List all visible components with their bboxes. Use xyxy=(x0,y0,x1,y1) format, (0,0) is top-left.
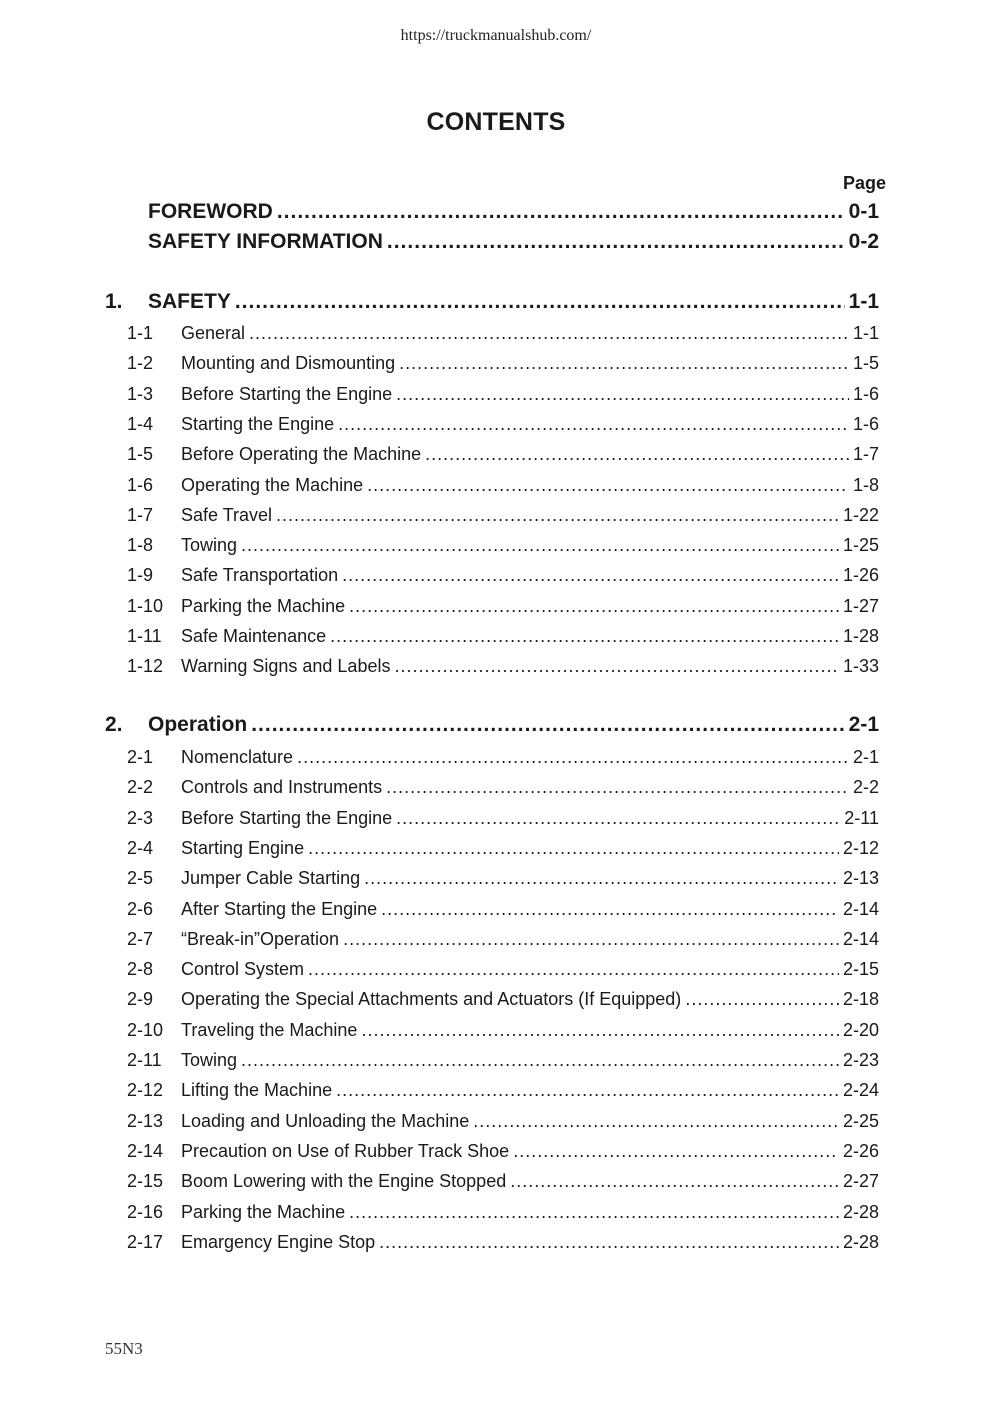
toc-entry[interactable] xyxy=(127,899,879,920)
toc-entry[interactable] xyxy=(127,747,879,768)
entry-page-number: 2-25 xyxy=(842,1111,879,1131)
entry-number: 2. xyxy=(105,713,123,736)
entry-title: SAFETY INFORMATION xyxy=(148,230,383,253)
entry-page-number: 2-12 xyxy=(842,838,879,858)
toc-entry[interactable] xyxy=(127,626,879,647)
dot-leader xyxy=(396,384,849,405)
entry-number: 1-1 xyxy=(127,323,154,343)
toc-entry[interactable] xyxy=(127,353,879,374)
page-column-header: Page xyxy=(842,173,886,193)
entry-page-number: 2-14 xyxy=(842,899,879,919)
dot-leader xyxy=(379,1232,839,1253)
page-title: CONTENTS xyxy=(426,108,566,136)
entry-number: 2-7 xyxy=(127,929,154,949)
entry-page-number: 2-18 xyxy=(842,989,879,1009)
toc-entry[interactable] xyxy=(127,989,879,1010)
entry-page-number: 1-26 xyxy=(842,565,879,585)
entry-page-number: 2-11 xyxy=(844,808,879,828)
toc-section-heading[interactable] xyxy=(105,290,879,314)
document-code: 55N3 xyxy=(105,1339,143,1358)
entry-number: 1-4 xyxy=(127,414,154,434)
entry-page-number: 1-7 xyxy=(852,444,879,464)
entry-page-number: 1-28 xyxy=(842,626,879,646)
entry-title: Towing xyxy=(181,535,238,555)
entry-title: Safe Transportation xyxy=(181,565,339,585)
toc-entry[interactable] xyxy=(127,959,879,980)
toc-entry[interactable] xyxy=(127,1171,879,1192)
entry-page-number: 2-28 xyxy=(842,1202,879,1222)
entry-number: 2-2 xyxy=(127,777,154,797)
toc-entry[interactable] xyxy=(127,1080,879,1101)
toc-entry[interactable] xyxy=(127,868,879,889)
entry-title: Operating the Special Attachments and Actuators (If Equipped) xyxy=(181,989,682,1009)
source-url[interactable]: https://truckmanualshub.com/ xyxy=(400,27,592,44)
dot-leader xyxy=(241,1050,839,1071)
toc-entry[interactable] xyxy=(127,505,879,526)
entry-title: Boom Lowering with the Engine Stopped xyxy=(181,1171,507,1191)
entry-number: 1-2 xyxy=(127,353,154,373)
dot-leader xyxy=(251,713,844,737)
entry-page-number: 2-14 xyxy=(842,929,879,949)
dot-leader xyxy=(425,444,849,465)
entry-title: Starting Engine xyxy=(181,838,305,858)
toc-entry[interactable] xyxy=(127,384,879,405)
toc-entry[interactable] xyxy=(127,1141,879,1162)
entry-page-number: 1-25 xyxy=(842,535,879,555)
dot-leader xyxy=(338,414,849,435)
dot-leader xyxy=(399,353,849,374)
entry-page-number: 2-1 xyxy=(852,747,879,767)
entry-title: General xyxy=(181,323,246,343)
entry-title: Lifting the Machine xyxy=(181,1080,333,1100)
entry-title: SAFETY xyxy=(148,290,231,313)
toc-entry[interactable] xyxy=(127,929,879,950)
entry-page-number: 1-1 xyxy=(848,290,879,313)
toc-entry[interactable] xyxy=(127,656,879,677)
entry-number: 2-1 xyxy=(127,747,154,767)
dot-leader xyxy=(277,200,845,224)
entry-number: 2-13 xyxy=(127,1111,164,1131)
entry-page-number: 0-2 xyxy=(848,230,879,253)
entry-number: 2-12 xyxy=(127,1080,164,1100)
entry-page-number: 2-24 xyxy=(842,1080,879,1100)
toc-entry[interactable] xyxy=(127,1202,879,1223)
entry-number: 2-4 xyxy=(127,838,154,858)
dot-leader xyxy=(396,808,840,829)
entry-number: 1-8 xyxy=(127,535,154,555)
entry-title: Towing xyxy=(181,1050,238,1070)
dot-leader xyxy=(386,777,849,798)
entry-number: 2-9 xyxy=(127,989,154,1009)
dot-leader xyxy=(276,505,839,526)
dot-leader xyxy=(235,290,845,314)
entry-page-number: 2-15 xyxy=(842,959,879,979)
entry-page-number: 1-22 xyxy=(842,505,879,525)
entry-title: Emargency Engine Stop xyxy=(181,1232,376,1252)
entry-title: Controls and Instruments xyxy=(181,777,383,797)
entry-number: 2-11 xyxy=(127,1050,162,1070)
entry-page-number: 1-33 xyxy=(842,656,879,676)
entry-title: Parking the Machine xyxy=(181,596,346,616)
entry-page-number: 2-27 xyxy=(842,1171,879,1191)
entry-page-number: 1-5 xyxy=(852,353,879,373)
entry-title: Nomenclature xyxy=(181,747,294,767)
entry-title: Operating the Machine xyxy=(181,475,364,495)
entry-number: 1-7 xyxy=(127,505,154,525)
entry-number: 1-12 xyxy=(127,656,164,676)
entry-page-number: 1-27 xyxy=(842,596,879,616)
entry-number: 2-15 xyxy=(127,1171,164,1191)
toc-front-entry[interactable] xyxy=(148,230,879,254)
entry-number: 1-10 xyxy=(127,596,164,616)
dot-leader xyxy=(241,535,839,556)
dot-leader xyxy=(330,626,839,647)
dot-leader xyxy=(364,868,839,889)
dot-leader xyxy=(685,989,839,1010)
entry-page-number: 2-2 xyxy=(852,777,879,797)
entry-number: 1-9 xyxy=(127,565,154,585)
dot-leader xyxy=(394,656,839,677)
toc-entry[interactable] xyxy=(127,535,879,556)
entry-page-number: 2-13 xyxy=(842,868,879,888)
toc-entry[interactable] xyxy=(127,838,879,859)
entry-number: 2-6 xyxy=(127,899,154,919)
dot-leader xyxy=(513,1141,839,1162)
entry-number: 2-10 xyxy=(127,1020,164,1040)
entry-number: 2-5 xyxy=(127,868,154,888)
dot-leader xyxy=(387,230,845,254)
entry-number: 2-3 xyxy=(127,808,154,828)
dot-leader xyxy=(349,1202,839,1223)
dot-leader xyxy=(510,1171,839,1192)
dot-leader xyxy=(297,747,849,768)
entry-number: 1. xyxy=(105,290,123,313)
dot-leader xyxy=(473,1111,839,1132)
dot-leader xyxy=(308,838,839,859)
dot-leader xyxy=(249,323,849,344)
dot-leader xyxy=(342,565,839,586)
toc-entry[interactable] xyxy=(127,1050,879,1071)
entry-page-number: 2-20 xyxy=(842,1020,879,1040)
entry-title: Loading and Unloading the Machine xyxy=(181,1111,470,1131)
toc-entry[interactable] xyxy=(127,596,879,617)
entry-title: Starting the Engine xyxy=(181,414,335,434)
toc-entry[interactable] xyxy=(127,1232,879,1253)
entry-page-number: 0-1 xyxy=(848,200,879,223)
entry-title: After Starting the Engine xyxy=(181,899,378,919)
entry-page-number: 2-28 xyxy=(842,1232,879,1252)
entry-page-number: 1-6 xyxy=(852,414,879,434)
entry-title: Before Starting the Engine xyxy=(181,808,393,828)
entry-page-number: 1-1 xyxy=(852,323,879,343)
entry-title: Safe Travel xyxy=(181,505,273,525)
entry-title: Traveling the Machine xyxy=(181,1020,358,1040)
entry-title: Safe Maintenance xyxy=(181,626,327,646)
entry-number: 1-3 xyxy=(127,384,154,404)
dot-leader xyxy=(343,929,839,950)
dot-leader xyxy=(308,959,839,980)
toc-entry[interactable] xyxy=(127,414,879,435)
entry-page-number: 2-26 xyxy=(842,1141,879,1161)
entry-page-number: 2-1 xyxy=(848,713,879,736)
toc-front-entry[interactable] xyxy=(148,200,879,224)
dot-leader xyxy=(349,596,839,617)
dot-leader xyxy=(361,1020,839,1041)
entry-title: Control System xyxy=(181,959,305,979)
toc-entry[interactable] xyxy=(127,1020,879,1041)
entry-title: Before Operating the Machine xyxy=(181,444,422,464)
entry-page-number: 1-8 xyxy=(852,475,879,495)
dot-leader xyxy=(381,899,839,920)
dot-leader xyxy=(367,475,849,496)
toc-entry[interactable] xyxy=(127,475,879,496)
entry-number: 1-6 xyxy=(127,475,154,495)
entry-title: “Break-in”Operation xyxy=(181,929,340,949)
toc-entry[interactable] xyxy=(127,565,879,586)
toc-section-heading[interactable] xyxy=(105,713,879,737)
toc-entry[interactable] xyxy=(127,777,879,798)
toc-entry[interactable] xyxy=(127,444,879,465)
entry-number: 2-17 xyxy=(127,1232,164,1252)
toc-entry[interactable] xyxy=(127,323,879,344)
entry-number: 2-16 xyxy=(127,1202,164,1222)
entry-number: 1-11 xyxy=(127,626,162,646)
entry-page-number: 2-23 xyxy=(842,1050,879,1070)
entry-title: Precaution on Use of Rubber Track Shoe xyxy=(181,1141,510,1161)
entry-page-number: 1-6 xyxy=(852,384,879,404)
entry-title: FOREWORD xyxy=(148,200,273,223)
toc-entry[interactable] xyxy=(127,1111,879,1132)
dot-leader xyxy=(336,1080,839,1101)
entry-title: Parking the Machine xyxy=(181,1202,346,1222)
entry-number: 2-14 xyxy=(127,1141,164,1161)
entry-number: 2-8 xyxy=(127,959,154,979)
entry-title: Operation xyxy=(148,713,248,736)
entry-title: Jumper Cable Starting xyxy=(181,868,361,888)
toc-entry[interactable] xyxy=(127,808,879,829)
entry-number: 1-5 xyxy=(127,444,154,464)
entry-title: Before Starting the Engine xyxy=(181,384,393,404)
entry-title: Mounting and Dismounting xyxy=(181,353,396,373)
entry-title: Warning Signs and Labels xyxy=(181,656,391,676)
